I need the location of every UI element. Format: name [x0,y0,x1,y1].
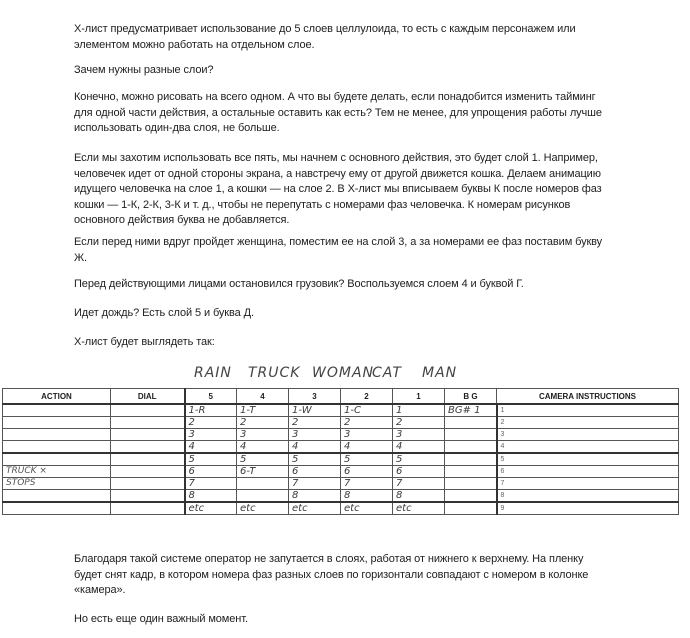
frame-cell: 6 [393,466,445,478]
background-cell: BG# 1 [445,404,497,417]
paragraph-xsheet-intro: Х-лист будет выглядеть так: [74,336,215,348]
frame-cell [237,478,289,490]
action-note-line-1: TRUCK × [3,466,111,478]
frame-cell: 8 [289,490,341,503]
frame-cell: 5 [237,453,289,466]
frame-cell: 6 [185,466,237,478]
frame-cell: 7 [393,478,445,490]
camera-number: 7 [497,478,679,490]
action-cell [3,453,111,466]
paragraph-intro: Х-лист предусматривает использование до 5 слоев целлулоида, то есть с каждым персонажем или элементом можно работать на отдельном слое. [74,23,576,51]
frame-cell: 5 [185,453,237,466]
background-cell [445,502,497,515]
camera-number: 9 [497,502,679,515]
frame-cell: 4 [237,441,289,454]
header-background: B G [445,389,497,405]
camera-number: 1 [497,404,679,417]
frame-cell: 6-T [237,466,289,478]
camera-number: 4 [497,441,679,454]
table-row [3,466,679,478]
frame-cell: 4 [289,441,341,454]
xsheet-header-row [3,389,679,405]
frame-cell: 3 [237,429,289,441]
table-row [3,417,679,429]
frame-cell: 3 [341,429,393,441]
frame-cell: 3 [393,429,445,441]
action-cell [3,441,111,454]
frame-cell: 6 [289,466,341,478]
frame-cell: etc [185,502,237,515]
xsheet-table [2,388,679,515]
paragraph-camera: Благодаря такой системе оператор не запутается в слоях, работая от нижнего к верхнему. На пленку будет снят кадр, в котором номера фаз разных слоев по горизонтали совпадают с номером в колонке «камера». [74,553,589,596]
table-row [3,490,679,503]
table-row [3,478,679,490]
frame-cell: 4 [393,441,445,454]
frame-cell: etc [237,502,289,515]
paragraph-final: Но есть еще один важный момент. [74,613,248,625]
header-action: ACTION [3,389,111,405]
table-row [3,453,679,466]
background-cell [445,441,497,454]
dial-cell [111,429,185,441]
background-cell [445,429,497,441]
frame-cell: etc [393,502,445,515]
frame-cell: 2 [289,417,341,429]
paragraph-answer: Конечно, можно рисовать на всего одном. А что вы будете делать, если понадобится изменить тайминг для одной части действия, а остальные оставить как есть? Тем не менее, для упрощения работы лучше использовать один-два слоя, не больше. [74,91,602,134]
background-cell [445,453,497,466]
paragraph-layers: Если мы захотим использовать все пять, мы начнем с основного действия, это будет слой 1. Например, человечек идет от одной стороны экрана, а навстречу ему от другой движется кошка. Делаем анимацию идущего человечка на слое 1, а кошки — на слое 2. В Х-лист мы вписываем буквы К после номеров фаз кошки — 1-К, 2-К, 3-К и т. д., чтобы не перепутать с номерами фаз человечка. К номерам рисунков основного действия буква не добавляется. [74,152,602,226]
frame-cell: 5 [341,453,393,466]
frame-cell: 7 [341,478,393,490]
dial-cell [111,417,185,429]
camera-number: 5 [497,453,679,466]
frame-cell [237,490,289,503]
paragraph-rain: Идет дождь? Есть слой 5 и буква Д. [74,307,254,319]
frame-cell: 5 [289,453,341,466]
action-cell [3,417,111,429]
background-cell [445,466,497,478]
table-row [3,404,679,417]
frame-cell: 2 [393,417,445,429]
frame-cell: 4 [341,441,393,454]
layer-name-labels [190,365,458,387]
paragraph-woman: Если перед ними вдруг пройдет женщина, поместим ее на слой 3, а за номерами ее фаз поставим букву Ж. [74,236,603,264]
frame-cell: 1-R [185,404,237,417]
frame-cell: 4 [185,441,237,454]
frame-cell: 8 [185,490,237,503]
layer-label-man: MAN [422,365,458,381]
frame-cell: 3 [185,429,237,441]
action-cell [3,490,111,503]
frame-cell: 8 [341,490,393,503]
frame-cell: 8 [393,490,445,503]
layer-label-truck: TRUCK [248,365,301,381]
frame-cell: 2 [341,417,393,429]
camera-number: 8 [497,490,679,503]
header-layer-4: 4 [237,389,289,405]
frame-cell: 7 [185,478,237,490]
dial-cell [111,490,185,503]
action-note-line-2: STOPS [3,478,111,490]
header-layer-5: 5 [185,389,237,405]
header-layer-3: 3 [289,389,341,405]
frame-cell: 1 [393,404,445,417]
frame-cell: etc [341,502,393,515]
frame-cell: 5 [393,453,445,466]
frame-cell: 2 [185,417,237,429]
frame-cell: 7 [289,478,341,490]
table-row [3,502,679,515]
background-cell [445,490,497,503]
header-camera-instructions: CAMERA INSTRUCTIONS [497,389,679,405]
paragraph-question: Зачем нужны разные слои? [74,64,214,76]
layer-label-rain: RAIN [194,365,232,381]
header-layer-1: 1 [393,389,445,405]
dial-cell [111,404,185,417]
dial-cell [111,478,185,490]
dial-cell [111,502,185,515]
action-cell [3,404,111,417]
camera-number: 6 [497,466,679,478]
frame-cell: 1-C [341,404,393,417]
dial-cell [111,466,185,478]
frame-cell: 1-W [289,404,341,417]
frame-cell: 1-T [237,404,289,417]
header-dial: DIAL [111,389,185,405]
table-row [3,429,679,441]
background-cell [445,478,497,490]
layer-label-woman: WOMAN [312,365,374,381]
camera-number: 3 [497,429,679,441]
table-row [3,441,679,454]
camera-number: 2 [497,417,679,429]
frame-cell: etc [289,502,341,515]
frame-cell: 2 [237,417,289,429]
frame-cell: 3 [289,429,341,441]
paragraph-truck: Перед действующими лицами остановился грузовик? Воспользуемся слоем 4 и буквой Г. [74,278,524,290]
header-layer-2: 2 [341,389,393,405]
dial-cell [111,453,185,466]
layer-label-cat: CAT [372,365,402,381]
frame-cell: 6 [341,466,393,478]
action-cell [3,429,111,441]
dial-cell [111,441,185,454]
background-cell [445,417,497,429]
action-cell [3,502,111,515]
